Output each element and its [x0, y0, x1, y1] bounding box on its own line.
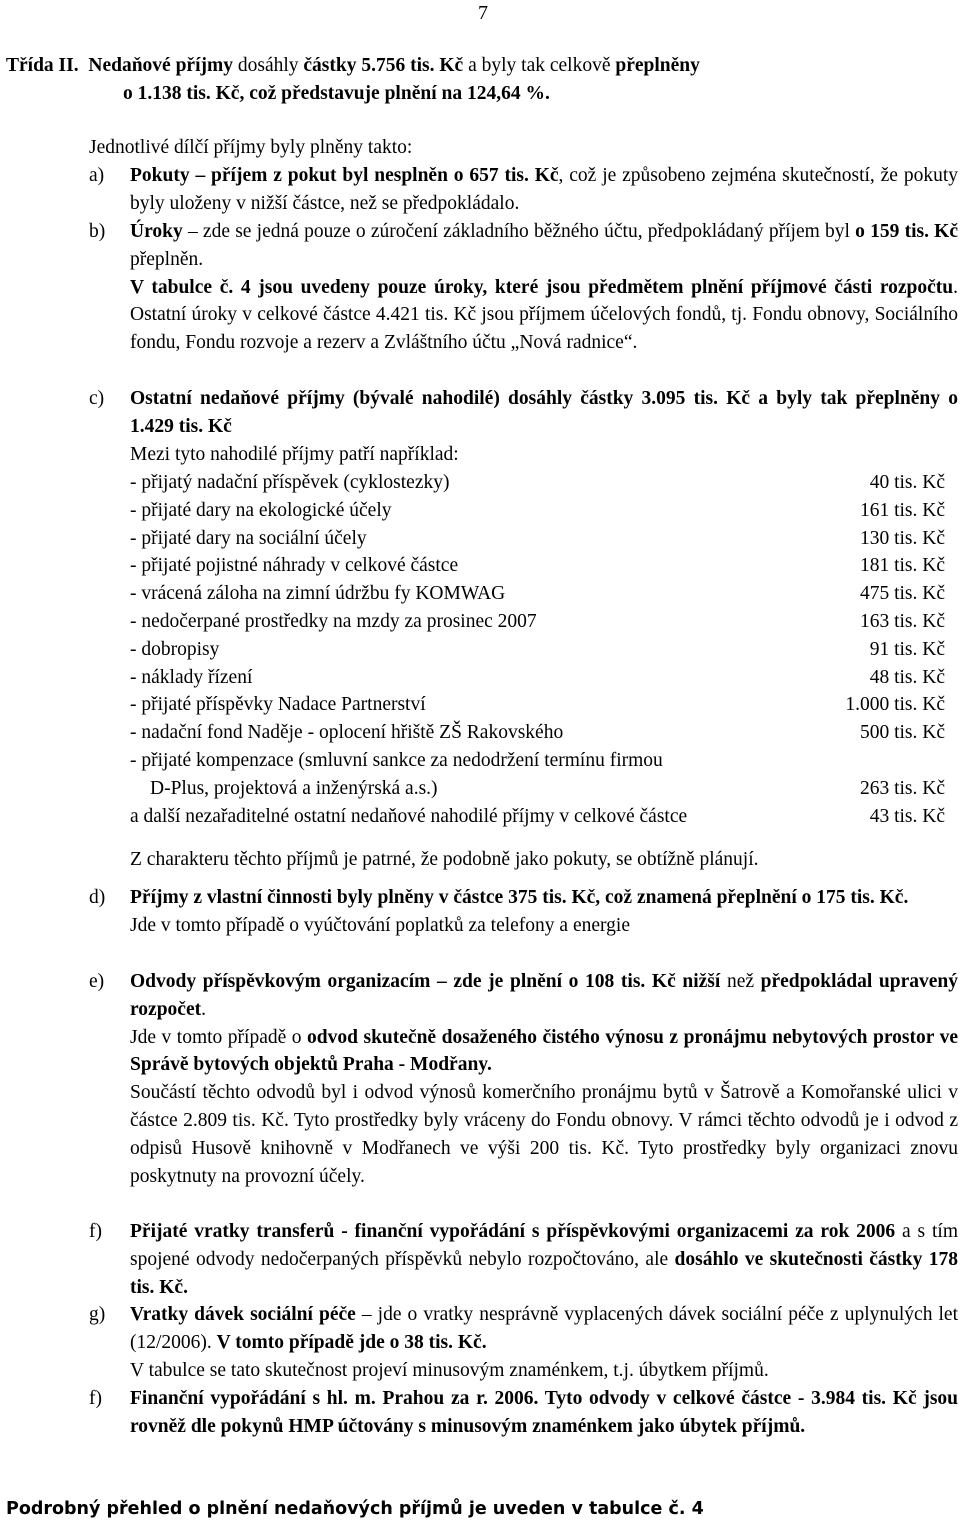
nahodile-prijmy-list [130, 469, 945, 747]
item-e-para2-text: Jde v tomto případě o [130, 1026, 308, 1048]
list-item-text: - přijaté dary na ekologické účely [130, 499, 392, 521]
intro-paragraph: Jednotlivé dílčí příjmy byly plněny takto: [89, 137, 413, 158]
item-e-bold-2: předpokládal upravený rozpočet [130, 971, 959, 1020]
section-label: Třída II. [6, 55, 79, 76]
section-title: Nedaňové příjmy [88, 55, 233, 76]
item-g [89, 1301, 958, 1384]
other-income-text: a další nezařaditelné ostatní nedaňové nahodilé příjmy v celkové částce [130, 805, 688, 827]
list-item-text: - přijaté příspěvky Nadace Partnerství [130, 694, 426, 716]
item-d-label: d) [89, 887, 106, 908]
list-item [130, 552, 945, 580]
list-item-text: - dobropisy [130, 638, 220, 660]
item-c-intro: Mezi tyto nahodilé příjmy patří například: [130, 443, 459, 465]
list-item-amount: 163 tis. Kč [859, 610, 945, 632]
item-a-label: a) [89, 165, 105, 186]
list-item-amount: 475 tis. Kč [859, 583, 945, 605]
other-income-amount: 43 tis. Kč [869, 805, 945, 827]
item-g-para2: V tabulce se tato skutečnost projeví minusovým znaménkem, t.j. úbytkem příjmů. [130, 1359, 769, 1381]
kompenzace-line-1: - přijaté kompenzace (smluvní sankce za nedodržení termínu firmou [130, 750, 663, 771]
item-f1-bold-1: Přijaté vratky transferů - finanční vypořádání s příspěvkovými organizacemi za rok 2006 [130, 1221, 896, 1242]
item-d-text: Jde v tomto případě o vyúčtování poplatků za telefony a energie [130, 914, 630, 936]
list-item-amount: 500 tis. Kč [859, 722, 945, 744]
item-e-label: e) [89, 971, 105, 992]
list-item [130, 691, 945, 719]
item-e-para3: Součástí těchto odvodů byl i odvod výnosů komerčního pronájmu bytů v Šatrově a Komořanské ulici v částce 2.809 tis. Kč. Tyto prostředky byly vráceny do Fondu obnovy. V rámci těchto odvodů je i odvod z odpisů Husově knihovně v Modřanech ve výši 200 tis. Kč. Tyto prostředky byly organizaci znovu poskytnuty na provozní účely. [130, 1082, 958, 1187]
item-g-label: g) [89, 1304, 106, 1325]
list-item [130, 636, 945, 664]
item-e [89, 968, 958, 1190]
item-b-text-2: přeplněn. [130, 248, 204, 270]
list-item-amount: 40 tis. Kč [869, 472, 945, 493]
list-item-text: - nadační fond Naděje - oplocení hřiště ZŠ Rakovského [130, 722, 564, 744]
item-f2-label: f) [89, 1388, 102, 1409]
list-item [130, 747, 945, 775]
list-item-amount: 1.000 tis. Kč [845, 694, 945, 716]
item-e-para2-bold: odvod skutečně dosaženého čistého výnosu z pronájmu nebytových prostor ve Správě bytových objektů Praha - Modřany. [130, 1026, 958, 1076]
item-b-bold-1: Úroky [130, 221, 183, 242]
item-e-bold-1: Odvody příspěvkovým organizacím – zde je plnění o 108 tis. Kč nižší [130, 971, 721, 992]
kompenzace-block [130, 747, 945, 830]
item-f2-bold: Finanční vypořádání s hl. m. Prahou za r. 2006. Tyto odvody v celkové částce - 3.984 tis. Kč jsou rovněž dle pokynů HMP účtovány s minusovým znaménkem jako úbytek příjmů. [130, 1388, 958, 1437]
item-b-text-1: – zde se jedná pouze o zúročení základního běžného účtu, předpokládaný příjem byl [182, 221, 856, 242]
list-item [130, 664, 945, 692]
section-text-3: a byly tak celkově [468, 55, 611, 76]
kompenzace-amount: 263 tis. Kč [859, 777, 945, 799]
list-item-text: - přijaté dary na sociální účely [130, 527, 367, 549]
item-b-label: b) [89, 221, 106, 242]
item-b [89, 218, 958, 357]
class-ii-summary [6, 52, 958, 108]
footer-note: Podrobný přehled o plnění nedaňových příjmů je uveden v tabulce č. 4 [6, 1499, 704, 1519]
item-c-bold: Ostatní nedaňové příjmy (bývalé nahodilé) dosáhly částky 3.095 tis. Kč a byly tak přeplněny o 1.429 tis. Kč [130, 388, 958, 437]
item-f1-bold-2: dosáhlo ve skutečnosti částky 178 tis. Kč. [130, 1248, 958, 1298]
section-amount: 5.756 tis. Kč [361, 55, 464, 76]
list-item-amount: 130 tis. Kč [859, 527, 945, 549]
list-item-amount: 48 tis. Kč [869, 666, 945, 688]
list-item [130, 775, 945, 803]
item-b-bold-2: o 159 tis. Kč [855, 221, 958, 242]
list-item-text: - přijaté pojistné náhrady v celkové částce [130, 555, 459, 577]
item-e-text-1: než [720, 971, 761, 992]
page-number: 7 [478, 2, 488, 24]
item-b-bold-3: V tabulce č. 4 jsou uvedeny pouze úroky, které jsou předmětem plnění příjmové části rozpočtu [130, 276, 954, 298]
item-d [89, 884, 958, 940]
item-g-bold-2: V tomto případě jde o 38 tis. Kč. [216, 1331, 487, 1353]
list-item-text: - vrácená záloha na zimní údržbu fy KOMWAG [130, 583, 506, 605]
section-text-5: o 1.138 tis. Kč, což představuje plnění na 124,64 %. [123, 82, 550, 104]
section-text-1: dosáhly [237, 55, 299, 76]
list-item-text: - nedočerpané prostředky na mzdy za prosinec 2007 [130, 610, 537, 632]
item-d-bold: Příjmy z vlastní činnosti byly plněny v částce 375 tis. Kč, což znamená přeplnění o 175 tis. Kč. [130, 887, 909, 908]
list-item [130, 580, 945, 608]
list-item [130, 803, 945, 831]
list-item-amount: 91 tis. Kč [869, 638, 945, 660]
item-a [89, 162, 958, 218]
list-item-text: - náklady řízení [130, 666, 253, 688]
list-item-text: - přijatý nadační příspěvek (cyklostezky) [130, 472, 450, 493]
list-item-amount: 181 tis. Kč [859, 555, 945, 577]
item-a-text: , což je způsobeno zejména skutečností, že pokuty byly uloženy v nižší částce, než se předpokládalo. [130, 165, 958, 214]
item-g-bold-1: Vratky dávek sociální péče [130, 1304, 356, 1325]
item-c-label: c) [89, 388, 105, 409]
list-item [130, 608, 945, 636]
list-item-amount: 161 tis. Kč [859, 499, 945, 521]
item-f2 [89, 1385, 958, 1441]
section-text-4: přeplněny [615, 55, 700, 76]
list-item [130, 525, 945, 553]
item-f1-label: f) [89, 1221, 102, 1242]
list-item [130, 719, 945, 747]
item-c-note: Z charakteru těchto příjmů je patrné, že podobně jako pokuty, se obtížně plánují. [130, 849, 759, 870]
list-item [130, 469, 945, 497]
item-g-text-1: – jde o vratky nesprávně vyplacených dávek sociální péče z uplynulých let (12/2006). [130, 1304, 958, 1353]
item-a-bold: Pokuty – příjem z pokut byl nesplněn o 657 tis. Kč [130, 165, 559, 186]
kompenzace-line-2: D-Plus, projektová a inženýrská a.s.) [150, 777, 438, 799]
item-f1 [89, 1218, 958, 1301]
section-text-2: částky [303, 55, 357, 76]
list-item [130, 497, 945, 525]
item-c [89, 385, 958, 468]
item-b-text-3: . Ostatní úroky v celkové částce 4.421 tis. Kč jsou příjmem účelových fondů, tj. Fondu obnovy, Sociálního fondu, Fondu rozvoje a rezerv a Zvláštního účtu „Nová radnice“. [130, 276, 958, 354]
item-e-text-2: . [201, 998, 206, 1020]
item-f1-text-1: a s tím spojené odvody nedočerpaných příspěvků nebylo rozpočtováno, ale [130, 1221, 959, 1270]
